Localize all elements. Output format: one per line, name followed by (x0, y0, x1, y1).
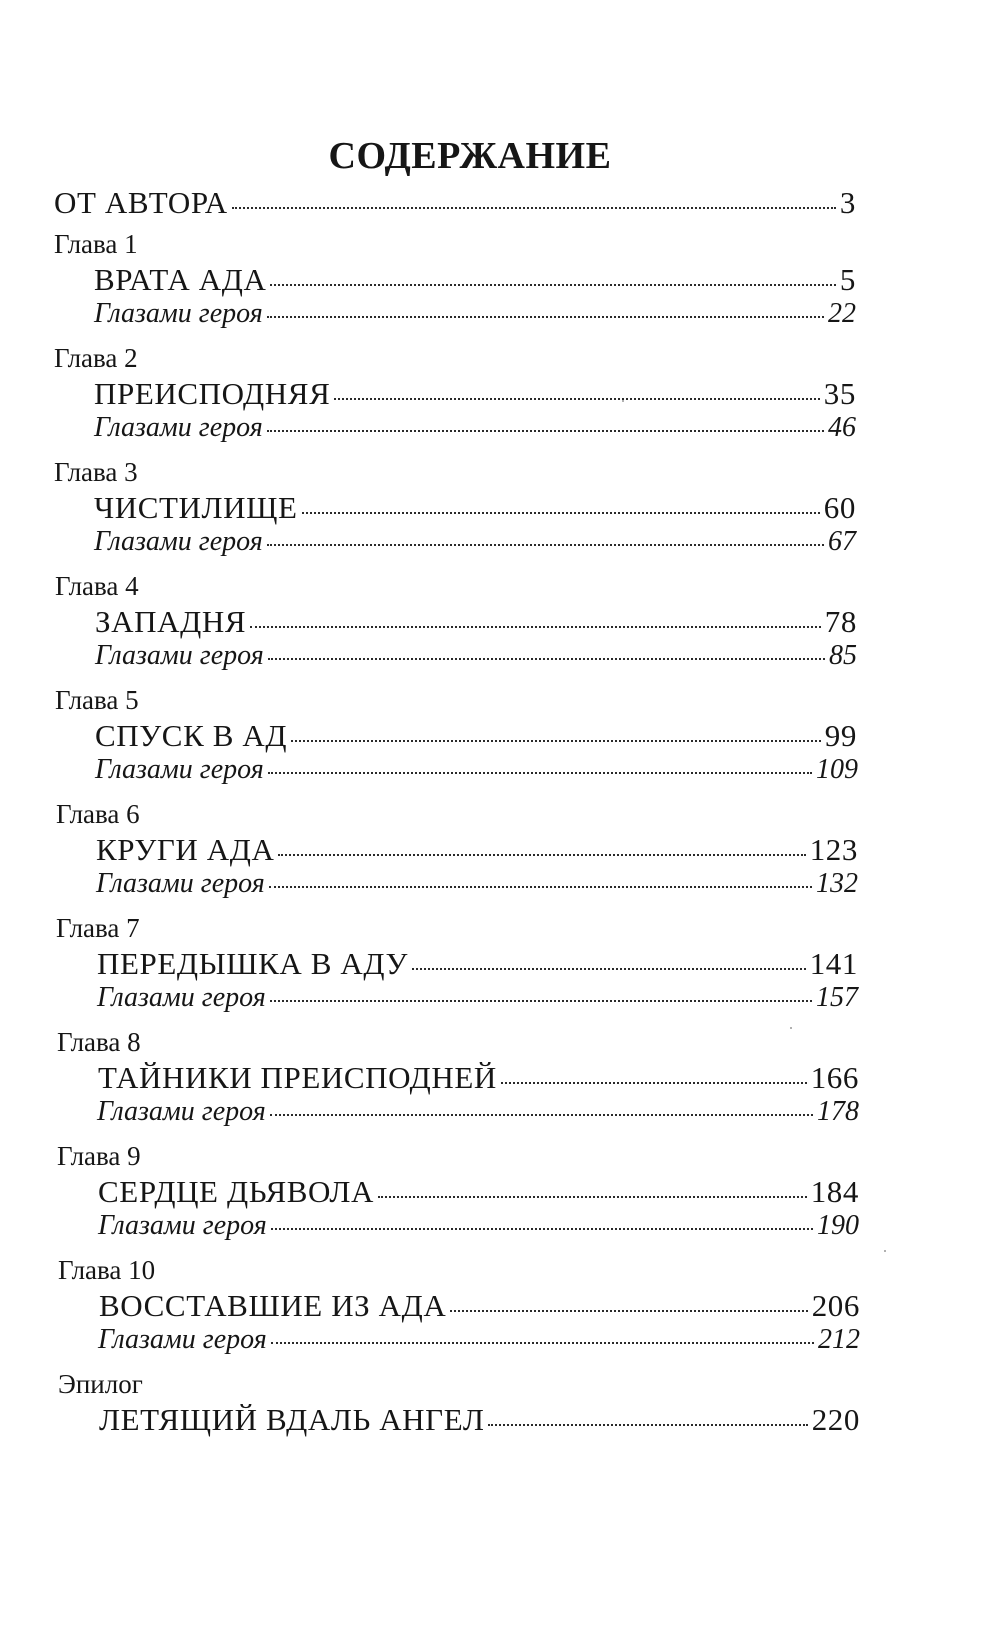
toc-page-number: 132 (816, 868, 858, 899)
scan-speck (790, 1027, 792, 1029)
chapter-heading: Глава 8 (57, 1027, 141, 1057)
toc-entry-label: ПРЕИСПОДНЯЯ (94, 376, 331, 411)
dot-leader (268, 772, 812, 774)
toc-entry-preface (54, 185, 856, 221)
toc-entry-label: Глазами героя (94, 412, 263, 443)
scan-speck (884, 1250, 886, 1252)
toc-entry-label: СПУСК В АД (95, 718, 288, 753)
toc-entry-label: Глазами героя (96, 868, 265, 899)
toc-page-number: 212 (818, 1324, 860, 1355)
chapter-heading: Глава 3 (54, 457, 138, 487)
toc-entry-chapter-title (94, 262, 856, 298)
toc-entry-label: ОТ АВТОРА (54, 185, 228, 220)
toc-entry-subsection (98, 1210, 859, 1242)
toc-page-number: 78 (824, 604, 857, 639)
dot-leader (270, 1114, 813, 1116)
toc-entry-subsection (94, 298, 856, 330)
toc-entry-label: Глазами героя (95, 754, 264, 785)
chapter-heading: Глава 1 (54, 229, 138, 259)
toc-entry-label: Глазами героя (98, 1324, 267, 1355)
toc-page-number: 206 (811, 1288, 860, 1323)
toc-page-number: 220 (811, 1402, 860, 1437)
dot-leader (232, 207, 836, 209)
dot-leader (271, 1228, 813, 1230)
dot-leader (271, 1342, 814, 1344)
toc-entry-chapter-title (98, 1060, 859, 1096)
toc-page-number: 60 (823, 490, 856, 525)
toc-entry-label: ВОССТАВШИЕ ИЗ АДА (99, 1288, 447, 1323)
dot-leader (267, 316, 824, 318)
dot-leader (270, 284, 835, 286)
dot-leader (334, 398, 819, 400)
toc-entry-label: Глазами героя (97, 1096, 266, 1127)
chapter-heading: Глава 6 (56, 799, 140, 829)
chapter-heading: Глава 2 (54, 343, 138, 373)
chapter-heading: Глава 10 (58, 1255, 156, 1285)
dot-leader (250, 626, 821, 628)
dot-leader (278, 854, 805, 856)
toc-page-number: 123 (809, 832, 858, 867)
chapter-heading: Глава 4 (55, 571, 139, 601)
dot-leader (267, 544, 824, 546)
dot-leader (488, 1424, 807, 1426)
dot-leader (302, 512, 820, 514)
dot-leader (378, 1196, 807, 1198)
toc-page-number: 157 (816, 982, 858, 1013)
toc-entry-label: ТАЙНИКИ ПРЕИСПОДНЕЙ (98, 1060, 497, 1095)
toc-page-number: 109 (816, 754, 858, 785)
toc-entry-chapter-title (98, 1174, 859, 1210)
toc-entry-subsection (96, 868, 858, 900)
toc-page-number: 22 (828, 298, 856, 329)
dot-leader (291, 740, 821, 742)
toc-entry-subsection (95, 640, 857, 672)
dot-leader (267, 430, 824, 432)
toc-page-number: 67 (828, 526, 856, 557)
dot-leader (269, 886, 812, 888)
toc-entry-chapter-title (94, 376, 856, 412)
scan-speck (622, 400, 624, 402)
toc-entry-chapter-title (96, 832, 858, 868)
dot-leader (501, 1082, 807, 1084)
toc-entry-chapter-title (99, 1288, 860, 1324)
toc-page-number: 3 (839, 185, 856, 220)
toc-entry-subsection (94, 526, 856, 558)
toc-entry-label: КРУГИ АДА (96, 832, 275, 867)
toc-entry-subsection (97, 982, 858, 1014)
toc-page-number: 178 (817, 1096, 859, 1127)
dot-leader (268, 658, 825, 660)
toc-page-number: 190 (817, 1210, 859, 1241)
chapter-heading: Глава 5 (55, 685, 139, 715)
toc-entry-label: Глазами героя (98, 1210, 267, 1241)
toc-entry-chapter-title (95, 604, 857, 640)
toc-entry-chapter-title (94, 490, 856, 526)
dot-leader (412, 968, 806, 970)
toc-entry-label: ВРАТА АДА (94, 262, 267, 297)
toc-entry-chapter-title (97, 946, 858, 982)
contents-title: СОДЕРЖАНИЕ (328, 135, 612, 177)
toc-page-number: 141 (809, 946, 858, 981)
toc-entry-chapter-title (95, 718, 857, 754)
toc-entry-label: Глазами героя (97, 982, 266, 1013)
toc-entry-epilogue-title (99, 1402, 860, 1438)
toc-entry-label: Глазами героя (95, 640, 264, 671)
toc-entry-label: ЗАПАДНЯ (95, 604, 247, 639)
toc-entry-subsection (95, 754, 858, 786)
dot-leader (270, 1000, 812, 1002)
dot-leader (450, 1310, 807, 1312)
toc-entry-label: ЛЕТЯЩИЙ ВДАЛЬ АНГЕЛ (99, 1402, 485, 1437)
epilogue-heading: Эпилог (58, 1369, 143, 1399)
toc-page-number: 5 (839, 262, 856, 297)
toc-page-number: 184 (810, 1174, 859, 1209)
toc-entry-label: ЧИСТИЛИЩЕ (94, 490, 298, 525)
chapter-heading: Глава 9 (57, 1141, 141, 1171)
toc-page-number: 166 (810, 1060, 859, 1095)
toc-entry-label: Глазами героя (94, 526, 263, 557)
toc-entry-subsection (97, 1096, 859, 1128)
toc-page-number: 99 (824, 718, 857, 753)
toc-page-number: 85 (829, 640, 857, 671)
toc-entry-label: СЕРДЦЕ ДЬЯВОЛА (98, 1174, 375, 1209)
toc-entry-label: Глазами героя (94, 298, 263, 329)
toc-page-number: 35 (823, 376, 856, 411)
toc-entry-subsection (94, 412, 856, 444)
toc-entry-subsection (98, 1324, 860, 1356)
toc-page-number: 46 (828, 412, 856, 443)
chapter-heading: Глава 7 (56, 913, 140, 943)
toc-entry-label: ПЕРЕДЫШКА В АДУ (97, 946, 409, 981)
